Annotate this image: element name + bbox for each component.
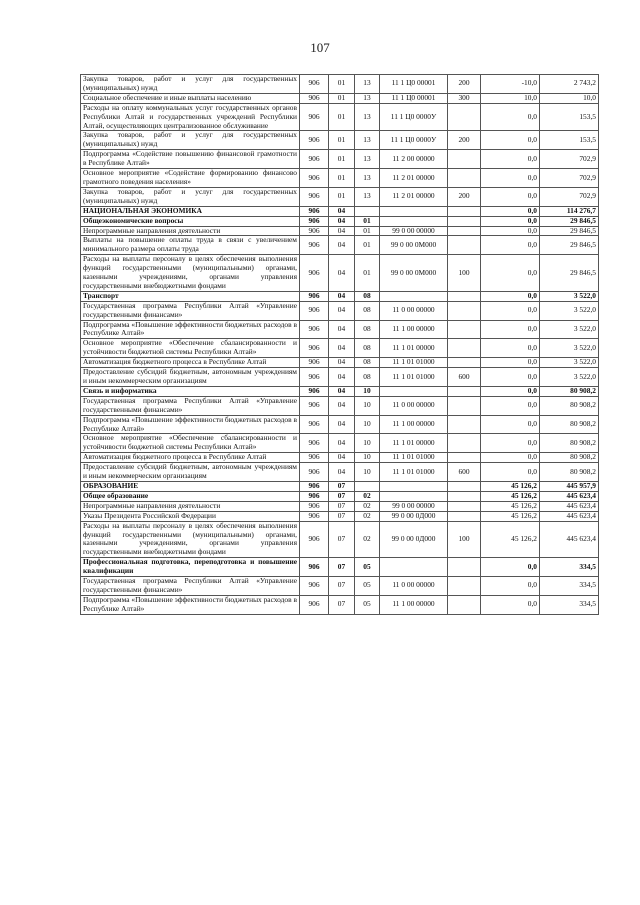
row-amount-total: 80 908,2 — [540, 415, 599, 434]
row-target-article: 11 1 Ц0 0000У — [380, 131, 448, 150]
row-target-article: 99 0 00 00000 — [380, 501, 448, 511]
row-section-code: 04 — [329, 368, 355, 387]
table-row — [81, 216, 599, 226]
row-expense-type — [448, 206, 481, 216]
row-name: Подпрограмма «Содействие повышению финансовой грамотности в Республике Алтай» — [81, 150, 300, 169]
row-amount-total: 3 522,0 — [540, 291, 599, 301]
row-section-code: 07 — [329, 558, 355, 577]
table-row — [81, 187, 599, 206]
table-row — [81, 558, 599, 577]
table-row — [81, 226, 599, 236]
row-section-code: 01 — [329, 169, 355, 188]
row-expense-type — [448, 216, 481, 226]
table-row — [81, 103, 599, 131]
row-vedomstvo-code: 906 — [300, 463, 329, 482]
row-expense-type — [448, 339, 481, 358]
row-expense-type — [448, 415, 481, 434]
row-section-code: 07 — [329, 595, 355, 614]
row-amount-total: 334,5 — [540, 595, 599, 614]
row-name: Автоматизация бюджетного процесса в Республике Алтай — [81, 453, 300, 463]
row-target-article — [380, 206, 448, 216]
table-row — [81, 386, 599, 396]
row-amount-change: 0,0 — [481, 131, 540, 150]
row-name: Выплаты на повышение оплаты труда в связи с увеличением минимального размера оплаты труда — [81, 236, 300, 255]
row-section-code: 07 — [329, 577, 355, 596]
row-amount-total: 445 623,4 — [540, 491, 599, 501]
row-name: Расходы на оплату коммунальных услуг государственных органов Республики Алтай и государственных учреждений Республики Алтай, осуществляющих централизованное обслуживание — [81, 103, 300, 131]
row-target-article: 99 0 00 0М000 — [380, 236, 448, 255]
row-amount-total: 702,9 — [540, 169, 599, 188]
table-row — [81, 150, 599, 169]
row-vedomstvo-code: 906 — [300, 169, 329, 188]
row-amount-change: 0,0 — [481, 301, 540, 320]
row-expense-type — [448, 558, 481, 577]
row-amount-change: 0,0 — [481, 320, 540, 339]
table-row — [81, 415, 599, 434]
row-subsection-code: 10 — [355, 415, 380, 434]
row-name: Предоставление субсидий бюджетным, автономным учреждениям и иным некоммерческим организациям — [81, 368, 300, 387]
row-amount-total: 3 522,0 — [540, 358, 599, 368]
row-amount-change: 0,0 — [481, 339, 540, 358]
row-subsection-code: 01 — [355, 255, 380, 292]
row-amount-change: 45 126,2 — [481, 521, 540, 558]
row-vedomstvo-code: 906 — [300, 236, 329, 255]
row-section-code: 04 — [329, 415, 355, 434]
row-vedomstvo-code: 906 — [300, 434, 329, 453]
row-name: Подпрограмма «Повышение эффективности бюджетных расходов в Республике Алтай» — [81, 320, 300, 339]
row-name: Закупка товаров, работ и услуг для государственных (муниципальных) нужд — [81, 75, 300, 94]
row-name: Государственная программа Республики Алтай «Управление государственными финансами» — [81, 301, 300, 320]
row-subsection-code: 13 — [355, 75, 380, 94]
row-target-article: 11 0 00 00000 — [380, 396, 448, 415]
row-target-article: 11 1 Ц0 00001 — [380, 75, 448, 94]
row-expense-type — [448, 453, 481, 463]
row-amount-change: 0,0 — [481, 291, 540, 301]
table-row — [81, 463, 599, 482]
row-name: Общеэкономические вопросы — [81, 216, 300, 226]
row-name: Связь и информатика — [81, 386, 300, 396]
row-vedomstvo-code: 906 — [300, 595, 329, 614]
row-vedomstvo-code: 906 — [300, 521, 329, 558]
row-subsection-code: 02 — [355, 501, 380, 511]
row-expense-type: 100 — [448, 521, 481, 558]
row-amount-total: 3 522,0 — [540, 339, 599, 358]
row-section-code: 04 — [329, 463, 355, 482]
row-amount-change: 0,0 — [481, 206, 540, 216]
row-name: Расходы на выплаты персоналу в целях обеспечения выполнения функций государственными (муниципальными) органами, казенными учреждениями, органами управления государственными внебюджетными фондами — [81, 255, 300, 292]
row-section-code: 04 — [329, 339, 355, 358]
row-target-article: 99 0 00 0Д000 — [380, 521, 448, 558]
row-section-code: 07 — [329, 481, 355, 491]
row-subsection-code: 13 — [355, 131, 380, 150]
row-vedomstvo-code: 906 — [300, 103, 329, 131]
row-name: Государственная программа Республики Алтай «Управление государственными финансами» — [81, 396, 300, 415]
row-target-article: 11 1 Ц0 0000У — [380, 103, 448, 131]
row-amount-total: 334,5 — [540, 558, 599, 577]
row-target-article: 11 1 01 01000 — [380, 463, 448, 482]
row-subsection-code: 10 — [355, 396, 380, 415]
row-subsection-code: 13 — [355, 93, 380, 103]
row-target-article — [380, 291, 448, 301]
row-name: Подпрограмма «Повышение эффективности бюджетных расходов в Республике Алтай» — [81, 415, 300, 434]
row-expense-type — [448, 481, 481, 491]
row-amount-total: 445 623,4 — [540, 501, 599, 511]
table-row — [81, 206, 599, 216]
row-expense-type — [448, 291, 481, 301]
row-section-code: 04 — [329, 216, 355, 226]
row-section-code: 01 — [329, 75, 355, 94]
row-vedomstvo-code: 906 — [300, 301, 329, 320]
row-vedomstvo-code: 906 — [300, 511, 329, 521]
row-subsection-code: 08 — [355, 358, 380, 368]
row-target-article: 11 0 00 00000 — [380, 577, 448, 596]
row-target-article: 99 0 00 0Д000 — [380, 511, 448, 521]
row-name: Закупка товаров, работ и услуг для государственных (муниципальных) нужд — [81, 187, 300, 206]
table-row — [81, 291, 599, 301]
row-vedomstvo-code: 906 — [300, 75, 329, 94]
row-vedomstvo-code: 906 — [300, 501, 329, 511]
row-subsection-code: 13 — [355, 169, 380, 188]
row-expense-type — [448, 301, 481, 320]
page-number: 107 — [310, 40, 330, 55]
row-name: Социальное обеспечение и иные выплаты населению — [81, 93, 300, 103]
row-expense-type — [448, 320, 481, 339]
row-vedomstvo-code: 906 — [300, 206, 329, 216]
table-row — [81, 236, 599, 255]
row-amount-total: 3 522,0 — [540, 368, 599, 387]
row-vedomstvo-code: 906 — [300, 453, 329, 463]
row-vedomstvo-code: 906 — [300, 386, 329, 396]
row-subsection-code — [355, 481, 380, 491]
row-expense-type — [448, 103, 481, 131]
budget-table-body — [81, 75, 599, 615]
row-vedomstvo-code: 906 — [300, 255, 329, 292]
table-row — [81, 521, 599, 558]
row-name: Указы Президента Российской Федерации — [81, 511, 300, 521]
row-name: Непрограммные направления деятельности — [81, 226, 300, 236]
row-amount-total: 702,9 — [540, 150, 599, 169]
row-section-code: 04 — [329, 301, 355, 320]
table-row — [81, 368, 599, 387]
table-row — [81, 169, 599, 188]
row-expense-type — [448, 501, 481, 511]
table-row — [81, 301, 599, 320]
row-amount-change: 0,0 — [481, 226, 540, 236]
row-amount-total: 3 522,0 — [540, 301, 599, 320]
row-section-code: 04 — [329, 291, 355, 301]
table-row — [81, 481, 599, 491]
row-amount-total: 29 846,5 — [540, 226, 599, 236]
row-section-code: 04 — [329, 358, 355, 368]
row-subsection-code: 02 — [355, 511, 380, 521]
row-amount-change: 45 126,2 — [481, 501, 540, 511]
row-expense-type — [448, 386, 481, 396]
row-amount-change: 0,0 — [481, 463, 540, 482]
row-subsection-code: 10 — [355, 386, 380, 396]
row-vedomstvo-code: 906 — [300, 131, 329, 150]
row-section-code: 01 — [329, 131, 355, 150]
row-amount-total: 2 743,2 — [540, 75, 599, 94]
row-expense-type: 100 — [448, 255, 481, 292]
row-vedomstvo-code: 906 — [300, 93, 329, 103]
row-vedomstvo-code: 906 — [300, 358, 329, 368]
row-amount-change: -10,0 — [481, 75, 540, 94]
row-amount-total: 445 957,9 — [540, 481, 599, 491]
row-expense-type: 200 — [448, 187, 481, 206]
row-amount-change: 0,0 — [481, 368, 540, 387]
row-amount-total: 10,0 — [540, 93, 599, 103]
row-amount-total: 3 522,0 — [540, 320, 599, 339]
row-name: Государственная программа Республики Алтай «Управление государственными финансами» — [81, 577, 300, 596]
row-amount-total: 334,5 — [540, 577, 599, 596]
row-section-code: 01 — [329, 150, 355, 169]
row-amount-change: 0,0 — [481, 187, 540, 206]
row-name: Подпрограмма «Повышение эффективности бюджетных расходов в Республике Алтай» — [81, 595, 300, 614]
row-subsection-code: 05 — [355, 595, 380, 614]
row-subsection-code: 02 — [355, 491, 380, 501]
row-target-article: 11 1 01 01000 — [380, 453, 448, 463]
row-section-code: 07 — [329, 491, 355, 501]
row-target-article: 11 1 00 00000 — [380, 415, 448, 434]
table-row — [81, 320, 599, 339]
row-vedomstvo-code: 906 — [300, 339, 329, 358]
row-name: ОБРАЗОВАНИЕ — [81, 481, 300, 491]
table-row — [81, 358, 599, 368]
row-name: Непрограммные направления деятельности — [81, 501, 300, 511]
row-name: Расходы на выплаты персоналу в целях обеспечения выполнения функций государственными (муниципальными) органами, казенными учреждениями, органами управления государственными внебюджетными фондами — [81, 521, 300, 558]
row-name: Основное мероприятие «Содействие формированию финансово грамотного поведения населения» — [81, 169, 300, 188]
row-section-code: 04 — [329, 320, 355, 339]
row-target-article: 99 0 00 0М000 — [380, 255, 448, 292]
table-row — [81, 491, 599, 501]
row-expense-type — [448, 396, 481, 415]
row-subsection-code: 10 — [355, 434, 380, 453]
row-vedomstvo-code: 906 — [300, 368, 329, 387]
row-section-code: 04 — [329, 236, 355, 255]
row-vedomstvo-code: 906 — [300, 491, 329, 501]
row-amount-change: 0,0 — [481, 595, 540, 614]
table-row — [81, 434, 599, 453]
table-row — [81, 595, 599, 614]
row-amount-change: 45 126,2 — [481, 511, 540, 521]
table-row — [81, 577, 599, 596]
row-amount-change: 0,0 — [481, 255, 540, 292]
row-vedomstvo-code: 906 — [300, 320, 329, 339]
row-expense-type — [448, 434, 481, 453]
row-amount-change: 0,0 — [481, 103, 540, 131]
row-name: Предоставление субсидий бюджетным, автономным учреждениям и иным некоммерческим организациям — [81, 463, 300, 482]
table-row — [81, 131, 599, 150]
row-target-article: 11 1 01 00000 — [380, 339, 448, 358]
row-amount-total: 153,5 — [540, 131, 599, 150]
row-section-code: 01 — [329, 103, 355, 131]
row-name: Транспорт — [81, 291, 300, 301]
row-vedomstvo-code: 906 — [300, 216, 329, 226]
row-amount-change: 0,0 — [481, 558, 540, 577]
row-subsection-code: 10 — [355, 453, 380, 463]
row-target-article — [380, 481, 448, 491]
row-vedomstvo-code: 906 — [300, 150, 329, 169]
row-vedomstvo-code: 906 — [300, 415, 329, 434]
row-subsection-code: 01 — [355, 226, 380, 236]
table-row — [81, 75, 599, 94]
row-amount-total: 29 846,5 — [540, 216, 599, 226]
row-subsection-code: 02 — [355, 521, 380, 558]
table-row — [81, 339, 599, 358]
row-vedomstvo-code: 906 — [300, 226, 329, 236]
row-target-article: 11 2 01 00000 — [380, 187, 448, 206]
row-target-article — [380, 216, 448, 226]
row-amount-total: 80 908,2 — [540, 463, 599, 482]
row-amount-change: 0,0 — [481, 577, 540, 596]
row-expense-type: 600 — [448, 368, 481, 387]
row-target-article: 99 0 00 00000 — [380, 226, 448, 236]
row-section-code: 04 — [329, 396, 355, 415]
row-subsection-code: 13 — [355, 103, 380, 131]
row-subsection-code: 13 — [355, 150, 380, 169]
row-target-article: 11 1 00 00000 — [380, 595, 448, 614]
row-subsection-code: 08 — [355, 339, 380, 358]
table-row — [81, 396, 599, 415]
row-name: Основное мероприятие «Обеспечение сбалансированности и устойчивости бюджетной системы Республики Алтай» — [81, 339, 300, 358]
row-amount-change: 0,0 — [481, 358, 540, 368]
table-row — [81, 501, 599, 511]
row-amount-change: 0,0 — [481, 453, 540, 463]
row-expense-type — [448, 511, 481, 521]
row-vedomstvo-code: 906 — [300, 291, 329, 301]
row-vedomstvo-code: 906 — [300, 481, 329, 491]
row-subsection-code: 08 — [355, 320, 380, 339]
row-expense-type — [448, 169, 481, 188]
row-expense-type — [448, 358, 481, 368]
row-vedomstvo-code: 906 — [300, 558, 329, 577]
row-amount-change: 45 126,2 — [481, 481, 540, 491]
row-target-article — [380, 558, 448, 577]
row-subsection-code: 08 — [355, 368, 380, 387]
row-target-article: 11 0 00 00000 — [380, 301, 448, 320]
table-row — [81, 511, 599, 521]
row-amount-total: 29 846,5 — [540, 236, 599, 255]
row-subsection-code: 05 — [355, 577, 380, 596]
row-amount-change: 0,0 — [481, 386, 540, 396]
row-amount-total: 80 908,2 — [540, 453, 599, 463]
row-expense-type — [448, 595, 481, 614]
row-name: Общее образование — [81, 491, 300, 501]
row-name: Закупка товаров, работ и услуг для государственных (муниципальных) нужд — [81, 131, 300, 150]
row-name: Основное мероприятие «Обеспечение сбалансированности и устойчивости бюджетной системы Республики Алтай» — [81, 434, 300, 453]
row-target-article — [380, 386, 448, 396]
row-amount-total: 80 908,2 — [540, 386, 599, 396]
row-amount-change: 0,0 — [481, 415, 540, 434]
row-amount-change: 10,0 — [481, 93, 540, 103]
row-target-article: 11 1 01 00000 — [380, 434, 448, 453]
row-expense-type — [448, 577, 481, 596]
row-subsection-code: 05 — [355, 558, 380, 577]
row-subsection-code: 08 — [355, 301, 380, 320]
row-subsection-code: 01 — [355, 236, 380, 255]
row-amount-total: 29 846,5 — [540, 255, 599, 292]
row-section-code: 04 — [329, 453, 355, 463]
row-expense-type — [448, 236, 481, 255]
row-amount-total: 114 276,7 — [540, 206, 599, 216]
row-subsection-code: 01 — [355, 216, 380, 226]
row-section-code: 04 — [329, 226, 355, 236]
row-expense-type — [448, 150, 481, 169]
row-vedomstvo-code: 906 — [300, 577, 329, 596]
row-amount-change: 0,0 — [481, 434, 540, 453]
row-target-article — [380, 491, 448, 501]
row-amount-change: 0,0 — [481, 150, 540, 169]
row-amount-total: 445 623,4 — [540, 521, 599, 558]
row-target-article: 11 1 00 00000 — [380, 320, 448, 339]
row-target-article: 11 2 01 00000 — [380, 169, 448, 188]
row-name: Профессиональная подготовка, переподготовка и повышение квалификации — [81, 558, 300, 577]
table-row — [81, 93, 599, 103]
row-expense-type: 200 — [448, 75, 481, 94]
row-name: Автоматизация бюджетного процесса в Республике Алтай — [81, 358, 300, 368]
row-section-code: 04 — [329, 434, 355, 453]
row-subsection-code — [355, 206, 380, 216]
row-name: НАЦИОНАЛЬНАЯ ЭКОНОМИКА — [81, 206, 300, 216]
row-target-article: 11 2 00 00000 — [380, 150, 448, 169]
table-row — [81, 453, 599, 463]
row-expense-type — [448, 226, 481, 236]
budget-table — [80, 74, 599, 615]
row-amount-total: 153,5 — [540, 103, 599, 131]
row-amount-total: 445 623,4 — [540, 511, 599, 521]
row-amount-total: 702,9 — [540, 187, 599, 206]
row-section-code: 07 — [329, 501, 355, 511]
row-target-article: 11 1 01 01000 — [380, 358, 448, 368]
row-subsection-code: 10 — [355, 463, 380, 482]
row-section-code: 01 — [329, 187, 355, 206]
row-subsection-code: 08 — [355, 291, 380, 301]
row-expense-type: 300 — [448, 93, 481, 103]
row-amount-change: 0,0 — [481, 216, 540, 226]
row-section-code: 04 — [329, 386, 355, 396]
row-expense-type — [448, 491, 481, 501]
row-vedomstvo-code: 906 — [300, 187, 329, 206]
row-section-code: 07 — [329, 521, 355, 558]
row-expense-type: 600 — [448, 463, 481, 482]
row-amount-total: 80 908,2 — [540, 396, 599, 415]
row-section-code: 04 — [329, 255, 355, 292]
row-section-code: 07 — [329, 511, 355, 521]
row-subsection-code: 13 — [355, 187, 380, 206]
row-amount-change: 0,0 — [481, 169, 540, 188]
row-section-code: 04 — [329, 206, 355, 216]
row-vedomstvo-code: 906 — [300, 396, 329, 415]
row-amount-total: 80 908,2 — [540, 434, 599, 453]
row-expense-type: 200 — [448, 131, 481, 150]
row-section-code: 01 — [329, 93, 355, 103]
row-target-article: 11 1 Ц0 00001 — [380, 93, 448, 103]
row-amount-change: 0,0 — [481, 236, 540, 255]
row-amount-change: 0,0 — [481, 396, 540, 415]
row-amount-change: 45 126,2 — [481, 491, 540, 501]
row-target-article: 11 1 01 01000 — [380, 368, 448, 387]
table-row — [81, 255, 599, 292]
